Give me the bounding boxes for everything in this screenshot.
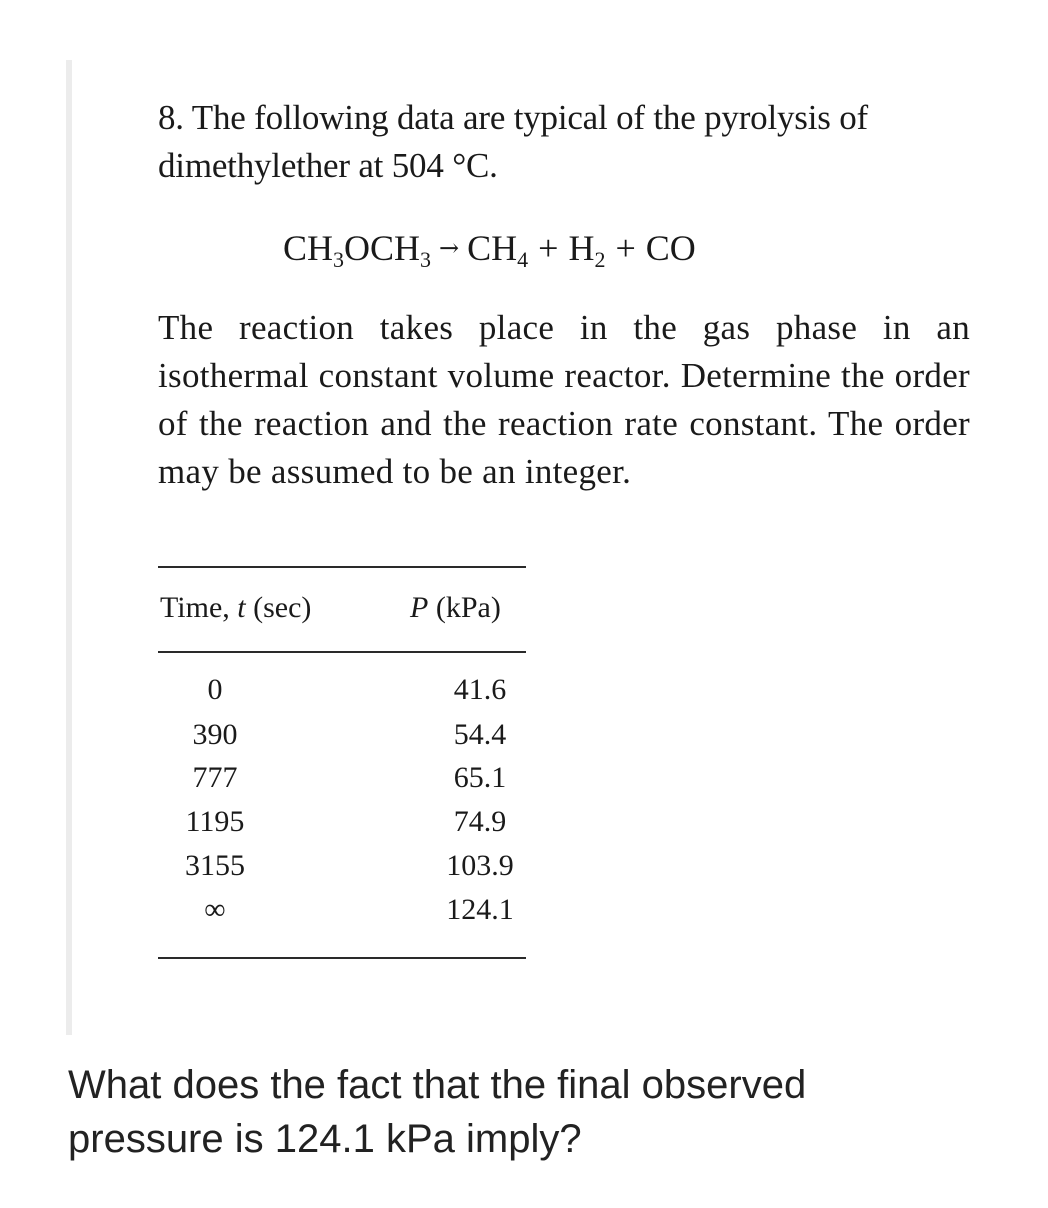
table-cell-time: 777 [192,761,238,794]
table-cell-time: 390 [192,718,238,751]
table-cell-pressure: 74.9 [453,805,507,838]
problem-body: The reaction takes place in the gas phase in an isothermal constant volume reactor. Determine the order of the reaction and the reaction rate constant. The order may be assumed to be an integer. [158,308,970,491]
product-hydrogen: $H_2$ [568,228,606,272]
table-cell-pressure: 124.1 [446,893,514,926]
reaction-equation [158,224,970,276]
table-cell-pressure: 41.6 [453,673,507,706]
pressure-column-header: P (kPa) [410,591,501,624]
table-cell-time: 0 [207,673,223,706]
table-cell-time: 1195 [185,805,245,838]
problem-statement [158,94,970,496]
table-cell-pressure: 65.1 [453,761,507,794]
time-column-header: Time, t (sec) [160,591,312,624]
product-carbon-monoxide: CO [645,228,696,268]
reactant-formula: $CH_3OCH_3$ [283,228,432,272]
reaction-arrow-icon: → [439,234,460,262]
problem-heading: 8. The following data are typical of the pyrolysis of dimethylether at 504 °C. [158,98,868,185]
table-bottom-rule [158,957,526,959]
table-cell-time-infinity: ∞ [204,893,226,926]
question-text: What does the fact that the final observed pressure is 124.1 kPa imply? [68,1063,807,1161]
table-top-rule [158,566,526,568]
page-edge-divider [66,60,72,1035]
table-cell-pressure: 54.4 [453,718,507,751]
plus-sign: + [538,228,559,268]
product-methane: $CH_4$ [467,228,529,272]
table-cell-time: 3155 [185,849,245,882]
plus-sign: + [615,228,636,268]
table-cell-pressure: 103.9 [446,849,514,882]
table-header-rule [158,651,526,653]
